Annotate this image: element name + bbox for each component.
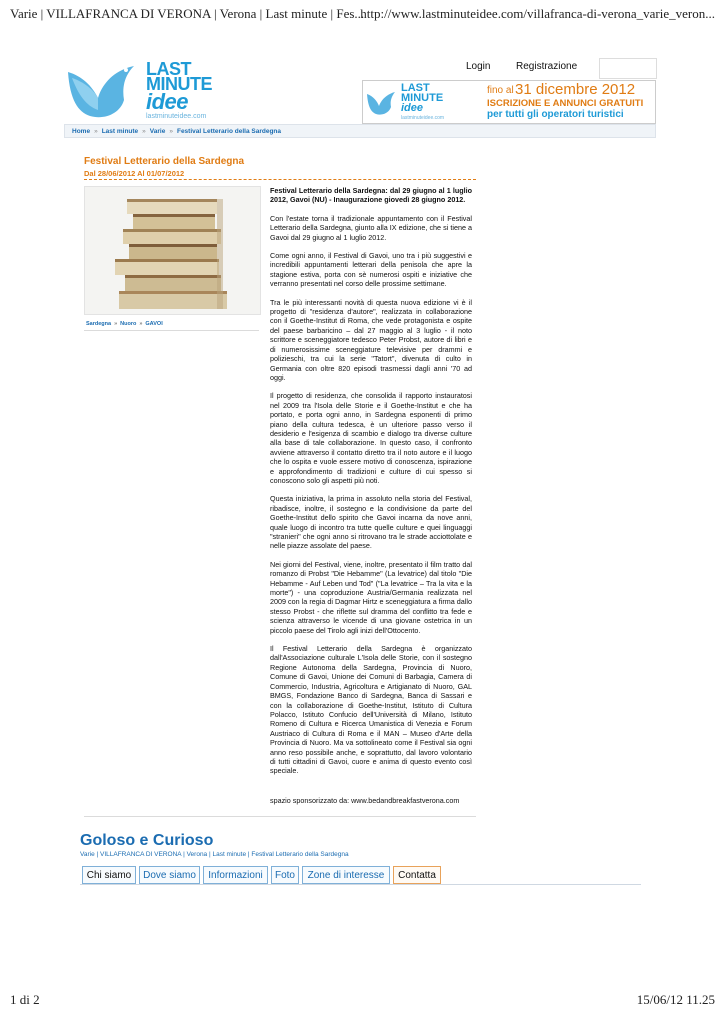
breadcrumb: [64, 124, 656, 138]
banner-line2: ISCRIZIONE E ANNUNCI GRATUITI: [487, 98, 644, 109]
breadcrumb-varie[interactable]: Varie: [149, 128, 166, 135]
article-tags: [86, 321, 163, 327]
bird-logo-icon: [64, 60, 148, 122]
tab-dove-siamo[interactable]: Dove siamo: [139, 866, 200, 884]
title-divider: [84, 179, 476, 180]
article-body: [270, 186, 472, 785]
breadcrumb-home[interactable]: Home: [72, 128, 91, 135]
article-photo[interactable]: [84, 186, 261, 315]
print-timestamp: 15/06/12 11.25: [636, 992, 715, 1007]
logo-wordmark: LAST MINUTE idee: [146, 59, 212, 114]
sponsor-note: spazio sponsorizzato da: www.bedandbreakfastverona.com: [270, 796, 460, 805]
tab-informazioni[interactable]: Informazioni: [203, 866, 268, 884]
breadcrumb-separator-icon: »: [169, 128, 173, 135]
article-paragraph: Tra le più interessanti novità di questa nuova edizione vi è il progetto di "residenza d'autore", realizzata in collaborazione con il Goethe-Institut di Roma, che vede protagonista e ospite del paese barbaricino – dal 27 maggio al 3 luglio - il noto scrittore e sceneggiatore tedesco Peter Probst, autore di libri e di numerosissime sceneggiature televisive per drammi e polizieschi, tra cui la serie "Tatort", divenuta di culto in Germania con oltre 820 episodi trasmessi dagli anni '70 ad oggi.: [270, 297, 472, 382]
tab-zone-di-interesse[interactable]: Zone di interesse: [302, 866, 390, 884]
tab-foto[interactable]: Foto: [271, 866, 299, 884]
login-link[interactable]: Login: [466, 61, 491, 72]
tag-separator-icon: »: [139, 321, 143, 327]
banner-date-prefix: fino al: [487, 85, 514, 96]
article-paragraph: Nei giorni del Festival, viene, inoltre, presentato il film tratto dal romanzo di Probst "Die Hebamme" (La levatrice) dal titolo "Die Hebamme - Auf Leben und Tod" ("La levatrice – Tra la vita e la morte") - una coproduzione Austria/Germania realizzata nel 2009 con la regia di Dagmar Hirtz e sceneggiatura a firma dallo stesso Probst - che riflette sul dramma del conflitto tra fede e scienza attraverso le vicende di una giovane ostetrica in un piccolo paese del Tirolo agli inizi dell'Ottocento.: [270, 559, 472, 635]
promo-banner[interactable]: [362, 80, 656, 124]
tag-link[interactable]: Sardegna: [86, 321, 112, 327]
register-link[interactable]: Registrazione: [516, 61, 578, 72]
tab-contatta[interactable]: Contatta: [393, 866, 441, 884]
banner-logo-text: LAST MINUTE idee lastminuteidee.com: [401, 82, 445, 121]
print-page-number: 1 di 2: [10, 992, 40, 1007]
sidebar-divider: [84, 330, 259, 331]
article-title: Festival Letterario della Sardegna: [84, 156, 245, 167]
site-breadcrumb: Varie | VILLAFRANCA DI VERONA | Verona | Last minute | Festival Letterario della Sardegna: [80, 851, 349, 858]
article-paragraph: Il Festival Letterario della Sardegna è organizzato dall'Associazione culturale L'Isola delle Storie, con il sostegno Regione Autonoma della Sardegna, Provincia di Nuoro, Comune di Gavoi, Unione dei Comuni di Barbagia, Camera di Commercio, Industria, Agricoltura e Artigianato di Nuoro, GAL BMGS, Fondazione Banco di Sardegna, Banca di Sassari e con la collaborazione di Goethe-Institut, Istituto di Cultura Polacco, Istituto Confucio dell'Università di Milano, Istituto Romeno di Cultura e Ricerca Umanistica di Venezia e Forum Austriaco di Cultura di Roma e il MAN – Museo d'Arte della Provincia di Nuoro. Ma va sottolineato come il Festival sia ogni anno reso possibile anche, e soprattutto, dal lavoro volontario di tutti cittadini di Gavoi, cuore e anima di questo evento così speciale.: [270, 644, 472, 776]
site-logo[interactable]: [64, 60, 224, 122]
print-page-title: Varie | VILLAFRANCA DI VERONA | Verona | Last minute | Fes...: [10, 6, 365, 21]
banner-line3: per tutti gli operatori turistici: [487, 109, 624, 120]
tag-separator-icon: »: [114, 321, 118, 327]
banner-bird-icon: [365, 89, 399, 117]
site-title[interactable]: Goloso e Curioso: [80, 832, 214, 849]
breadcrumb-current[interactable]: Festival Letterario della Sardegna: [176, 128, 282, 135]
article-dates: Dal 28/06/2012 Al 01/07/2012: [84, 169, 185, 178]
article-bottom-divider: [84, 816, 476, 817]
logo-url: lastminuteidee.com: [146, 113, 207, 120]
tag-link[interactable]: GAVOI: [145, 321, 163, 327]
book-stack-image: [85, 187, 260, 314]
article-paragraph: Come ogni anno, il Festival di Gavoi, uno tra i più suggestivi e incredibili appuntamenti letterari della penisola che apre la stagione estiva, porta con sè numerosi ospiti e iniziative che verranno presentati nel corso delle prossime settimane.: [270, 251, 472, 289]
print-page-url: http://www.lastminuteidee.com/villafranca-di-verona_varie_veron...: [360, 6, 715, 21]
user-box[interactable]: [599, 58, 657, 79]
breadcrumb-separator-icon: »: [142, 128, 146, 135]
banner-date: 31 dicembre 2012: [515, 81, 636, 98]
breadcrumb-separator-icon: »: [94, 128, 98, 135]
article-paragraph: Con l'estate torna il tradizionale appuntamento con il Festival Letterario della Sardegna, giunto alla IX edizione, che si tiene a Gavoi dal 29 giugno al 1 luglio 2012.: [270, 213, 472, 242]
article-lead: Festival Letterario della Sardegna: dal 29 giugno al 1 luglio 2012, Gavoi (NU) - Inaugurazione giovedì 28 giugno 2012.: [270, 186, 472, 205]
article-paragraph: Questa iniziativa, la prima in assoluto nella storia del Festival, ribadisce, inoltre, il sostegno e la condivisione da parte del Goethe-Institut dello spirito che Gavoi incarna da nove anni, quale luogo di incontro tra tutte quelle culture e quei linguaggi "stranieri" che ogni anno si ritrovano tra le strade acciottolate e nelle piazze assolate del paese.: [270, 494, 472, 551]
tag-link[interactable]: Nuoro: [120, 321, 137, 327]
tab-chi-siamo[interactable]: Chi siamo: [82, 866, 136, 884]
breadcrumb-last-minute[interactable]: Last minute: [101, 128, 139, 135]
article-paragraph: Il progetto di residenza, che consolida il rapporto instauratosi nel 2009 tra l'Isola delle Storie e il Goethe-Institut e che ha portato, e porta ogni anno, in Sardegna esponenti di primo piano della cultura tedesca, è un ulteriore passo verso il desiderio e l'esigenza di scambio e dialogo tra diverse culture alla base di tale collaborazione. In questo caso, il confronto avviene attraverso il contatto diretto tra il noto autore e il luogo che lo ospita e vuole essere motivo di conoscenza, ispirazione e approfondimento di tradizioni e culture di cui spesso si conoscono solo gli aspetti più noti.: [270, 391, 472, 485]
